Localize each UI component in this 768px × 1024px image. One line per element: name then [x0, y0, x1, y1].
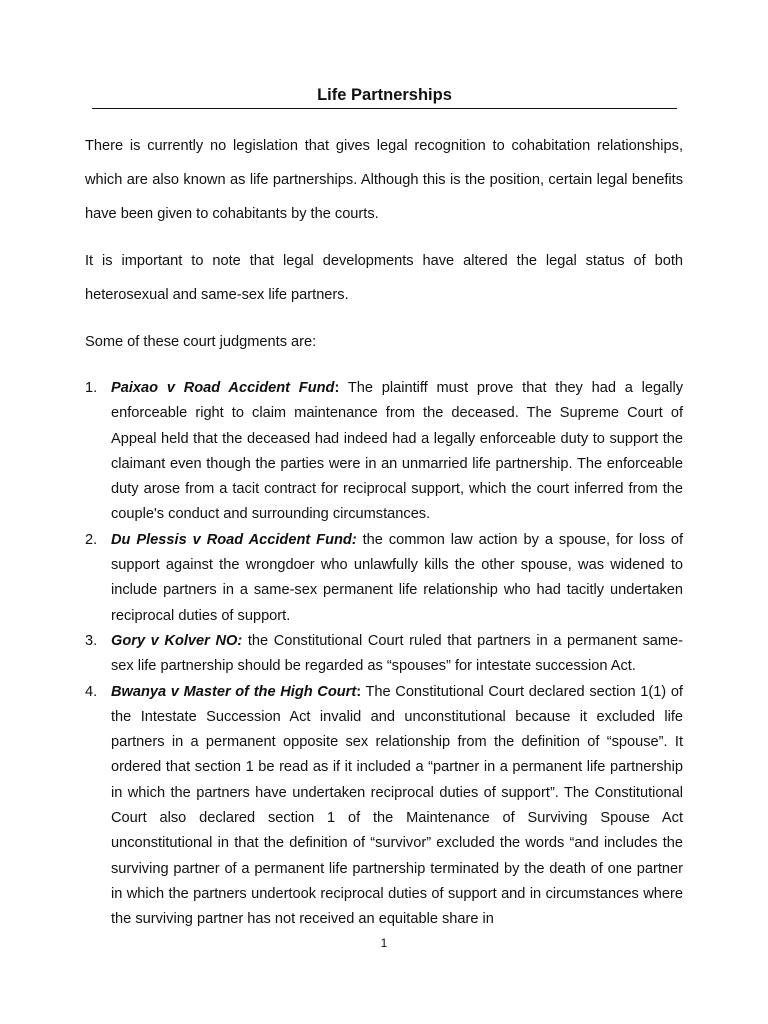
case-name-colon: :	[356, 683, 362, 700]
document-title: Life Partnerships	[317, 86, 452, 104]
list-item	[0, 528, 768, 629]
case-name-colon: :	[334, 380, 340, 396]
list-item-text	[111, 528, 683, 629]
list-item	[0, 629, 768, 680]
title-underline	[92, 108, 677, 109]
list-item-text	[111, 376, 683, 528]
judgments-lead-in: Some of these court judgments are:	[85, 334, 317, 350]
list-item-text	[111, 680, 683, 933]
page-number: 1	[380, 936, 388, 950]
list-item	[0, 376, 768, 528]
list-item-number: 2.	[85, 531, 98, 548]
developments-paragraph: It is important to note that legal developments have altered the legal status of both heterosexual and same-sex life partners.	[85, 253, 683, 303]
case-description: the Constitutional Court ruled that partners in a permanent same-sex life partnership should be regarded as “spouses” for intestate succession Act.	[111, 632, 683, 675]
list-item-number: 4.	[85, 683, 98, 700]
list-item-number: 1.	[85, 380, 98, 396]
case-name: Gory v Kolver NO:	[111, 632, 243, 649]
list-item-text	[111, 629, 683, 680]
case-name: Paixao v Road Accident Fund	[111, 380, 335, 396]
case-name: Bwanya v Master of the High Court	[111, 683, 357, 700]
case-description: the common law action by a spouse, for loss of support against the wrongdoer who unlawfully kills the other spouse, was widened to include partners in a same-sex permanent life relationship who had tacitly undertaken reciprocal duties of support.	[111, 531, 683, 624]
list-item	[0, 680, 768, 933]
case-description: The plaintiff must prove that they had a legally enforceable right to claim maintenance from the deceased. The Supreme Court of Appeal held that the deceased had indeed had a legally enforceable duty to support the claimant even though the parties were in an unmarried life partnership. The enforceable duty arose from a tacit contract for reciprocal support, which the court inferred from the couple's conduct and surrounding circumstances.	[111, 380, 683, 523]
case-name: Du Plessis v Road Accident Fund:	[111, 531, 357, 548]
case-description: The Constitutional Court declared section 1(1) of the Intestate Succession Act invalid and unconstitutional because it excluded life partners in a permanent opposite sex relationship from the definition of “spouse”. It ordered that section 1 be read as if it included a “partner in a permanent life partnership in which the partners have undertaken reciprocal duties of support”. The Constitutional Court also declared section 1 of the Maintenance of Surviving Spouse Act unconstitutional in that the definition of “survivor” excluded the words “and includes the surviving partner of a permanent life partnership terminated by the death of one partner in which the partners undertook reciprocal duties of support and in circumstances where the surviving partner has not received an equitable share in	[111, 683, 683, 928]
case-list	[0, 376, 768, 933]
list-item-number: 3.	[85, 632, 98, 649]
intro-paragraph: There is currently no legislation that gives legal recognition to cohabitation relationships, which are also known as life partnerships. Although this is the position, certain legal benefits have been given to cohabitants by the courts.	[85, 138, 683, 222]
